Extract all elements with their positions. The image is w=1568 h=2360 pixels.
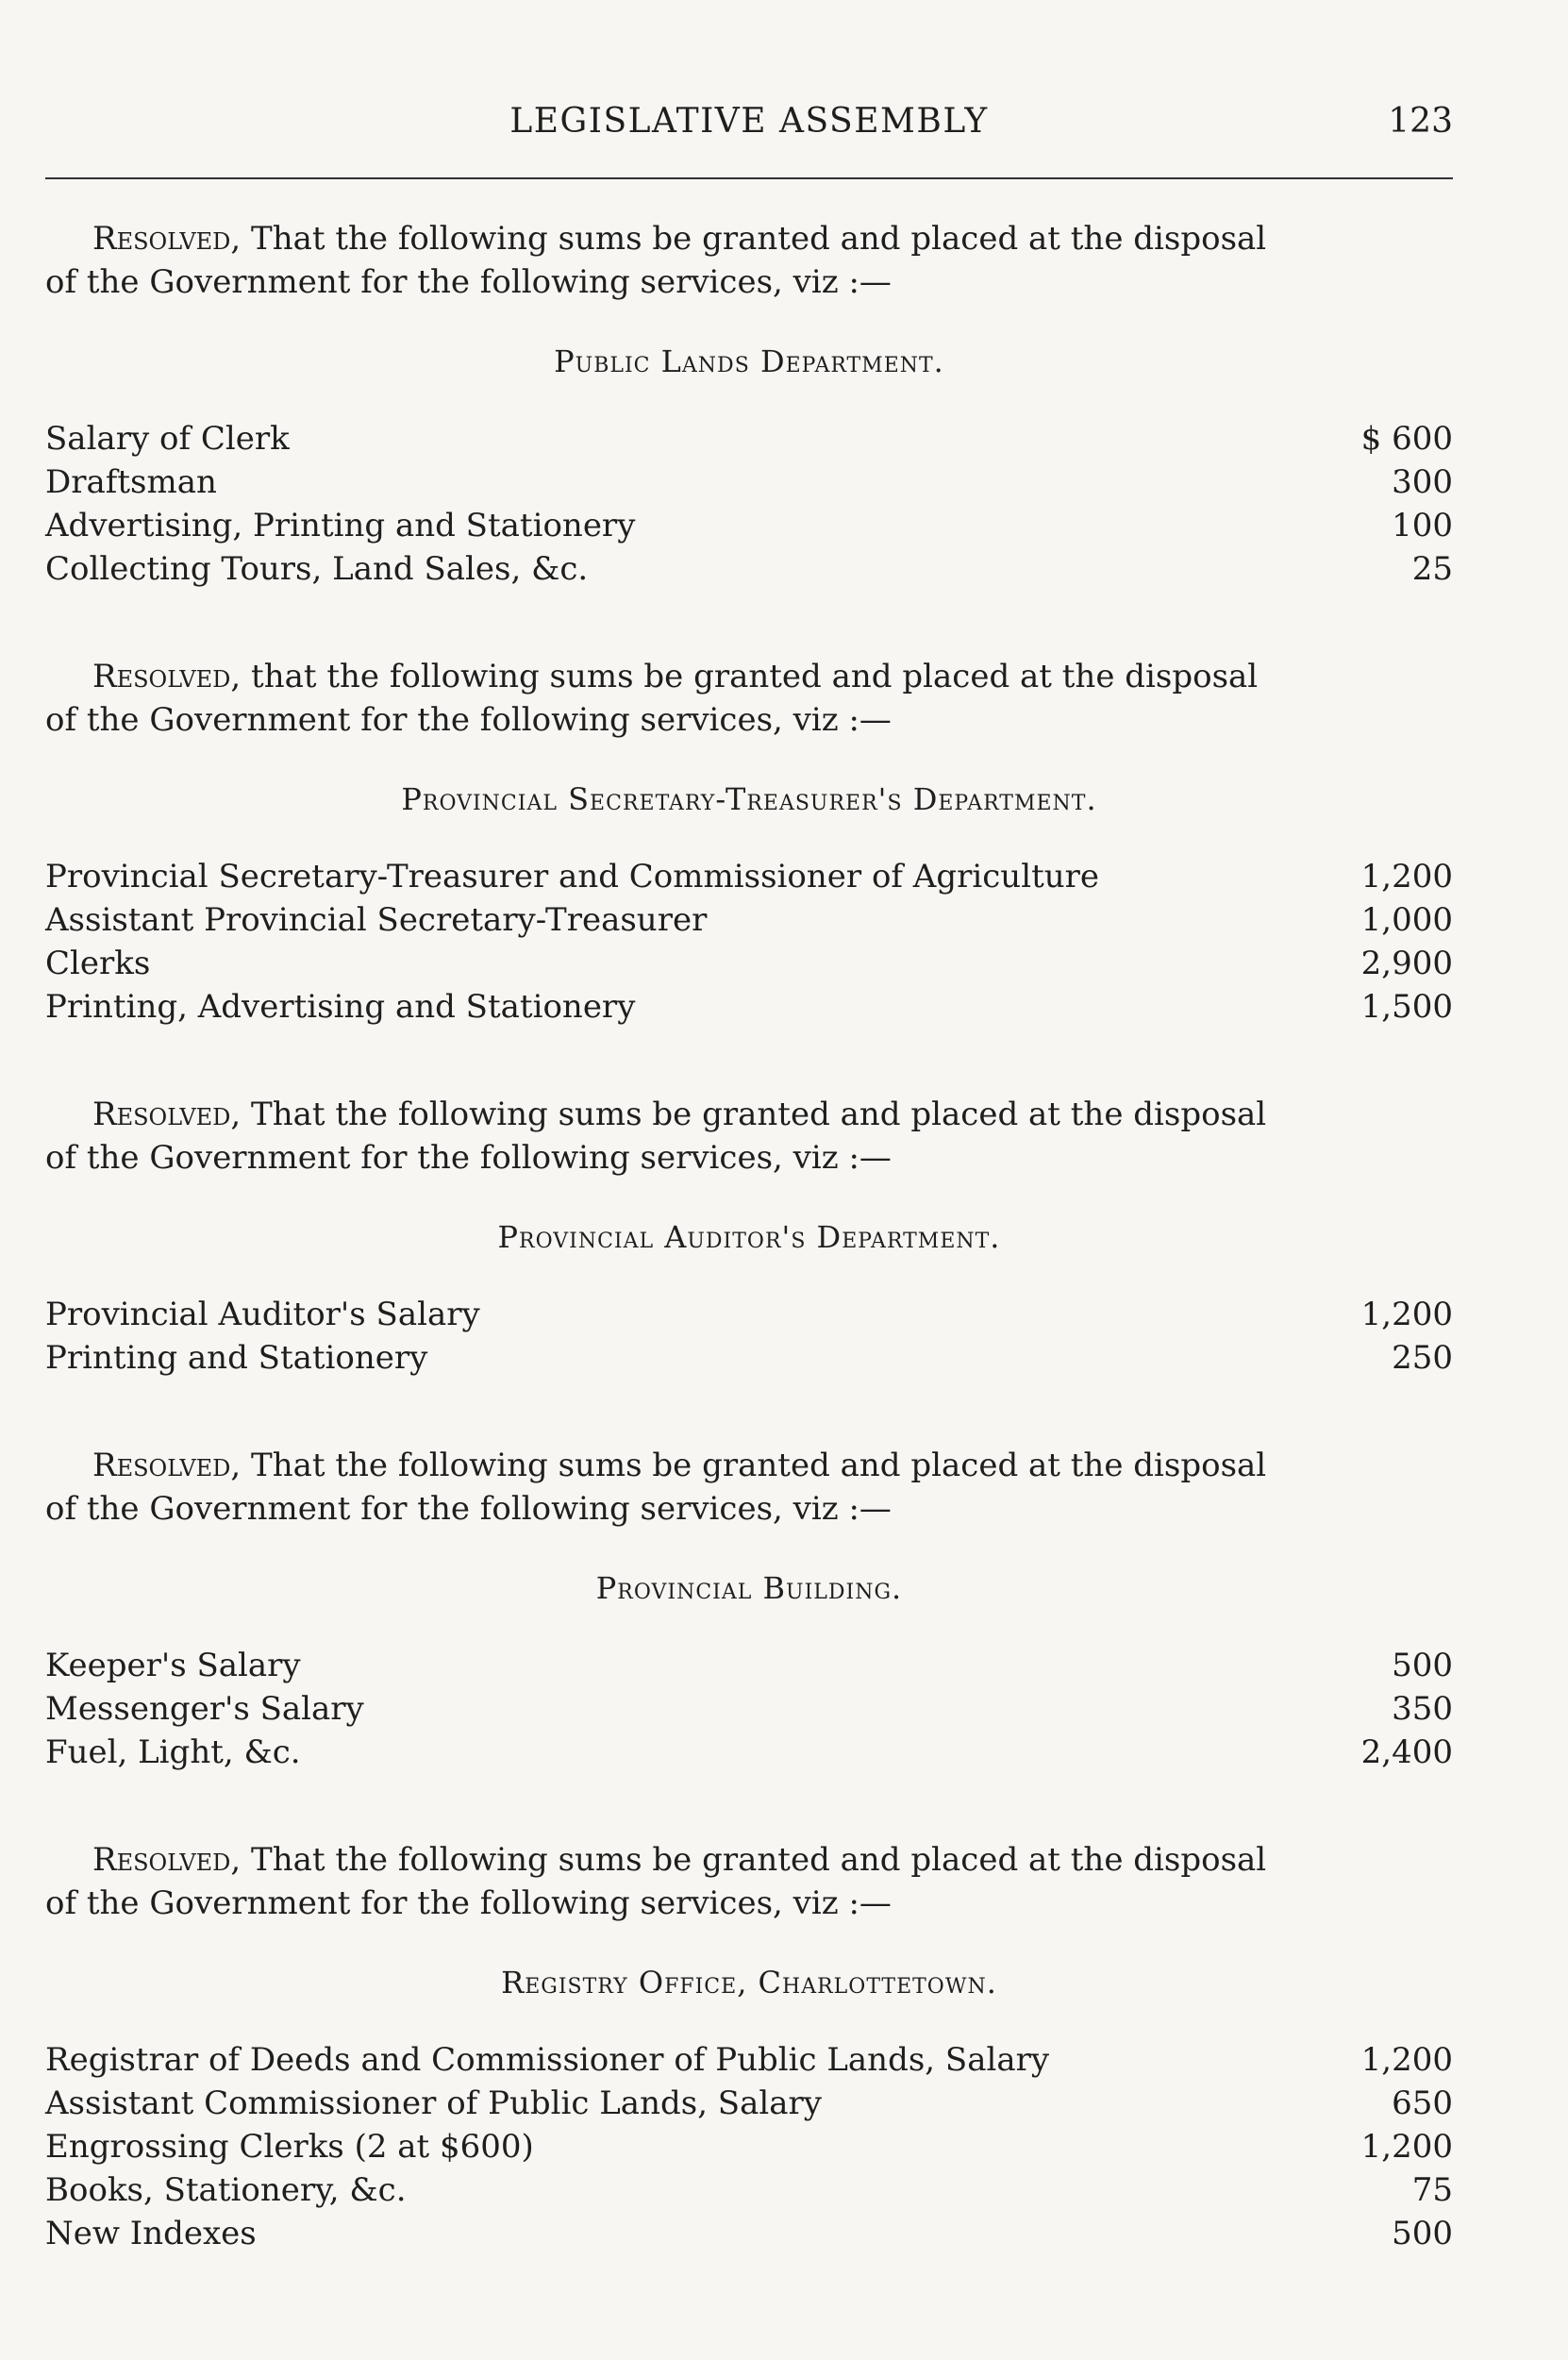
- section-gap: [45, 1793, 1453, 1838]
- appropriation-list: [45, 2038, 1453, 2255]
- resolution-paragraph: [45, 1444, 1267, 1531]
- item-label: Books, Stationery, &c.: [45, 2171, 407, 2209]
- item-amount: $ 600: [1360, 420, 1453, 458]
- resolved-lead: Resolved,: [92, 1447, 242, 1484]
- item-amount: 500: [1392, 1647, 1453, 1684]
- resolved-lead: Resolved,: [92, 1841, 242, 1879]
- appropriation-item: [45, 1336, 1453, 1380]
- item-label: Keeper's Salary: [45, 1647, 301, 1684]
- appropriation-item: [45, 985, 1453, 1029]
- appropriation-item: [45, 1293, 1453, 1336]
- header-rule: [45, 177, 1453, 179]
- resolution-paragraph: [45, 217, 1267, 304]
- page-number: 123: [1388, 102, 1453, 141]
- appropriation-section: [45, 1398, 1453, 1774]
- item-label: Advertising, Printing and Stationery: [45, 507, 636, 544]
- appropriation-item: [45, 460, 1453, 504]
- item-amount: 500: [1392, 2215, 1453, 2252]
- appropriation-section: [45, 610, 1453, 1029]
- appropriation-section: [45, 1793, 1453, 2255]
- running-title: LEGISLATIVE ASSEMBLY: [509, 102, 989, 141]
- item-amount: 1,200: [1360, 858, 1453, 895]
- item-label: Provincial Secretary-Treasurer and Commissioner of Agriculture: [45, 858, 1100, 895]
- appropriation-item: [45, 2125, 1453, 2168]
- item-amount: 1,200: [1360, 2128, 1453, 2166]
- item-label: Messenger's Salary: [45, 1690, 364, 1728]
- item-label: Salary of Clerk: [45, 420, 290, 458]
- item-label: Registrar of Deeds and Commissioner of Public Lands, Salary: [45, 2041, 1050, 2079]
- item-amount: 2,400: [1360, 1733, 1453, 1771]
- appropriation-item: [45, 2212, 1453, 2255]
- appropriation-item: [45, 1687, 1453, 1731]
- appropriation-item: [45, 547, 1453, 591]
- section-gap: [45, 610, 1453, 655]
- resolution-paragraph: [45, 1093, 1267, 1180]
- item-label: Clerks: [45, 945, 151, 982]
- department-heading: Provincial Auditor's Department.: [497, 1219, 1001, 1255]
- appropriation-item: [45, 2038, 1453, 2082]
- resolution-text: That the following sums be granted and placed at the disposal of the Government for the following services, viz :—: [45, 1447, 1267, 1528]
- resolution-paragraph: [45, 1838, 1267, 1925]
- item-amount: 350: [1392, 1690, 1453, 1728]
- resolved-lead: Resolved,: [92, 658, 242, 695]
- department-heading: Provincial Secretary-Treasurer's Department.: [401, 781, 1097, 817]
- appropriation-item: [45, 855, 1453, 898]
- department-heading: Provincial Building.: [595, 1570, 903, 1606]
- item-label: Fuel, Light, &c.: [45, 1733, 301, 1771]
- appropriation-section: [45, 1047, 1453, 1380]
- appropriation-list: [45, 1644, 1453, 1774]
- appropriation-item: [45, 504, 1453, 547]
- item-amount: 300: [1392, 463, 1453, 501]
- resolution-text: That the following sums be granted and placed at the disposal of the Government for the following services, viz :—: [45, 1841, 1267, 1922]
- document-body: [45, 217, 1453, 2274]
- appropriation-item: [45, 942, 1453, 985]
- appropriation-item: [45, 898, 1453, 942]
- appropriation-list: [45, 1293, 1453, 1380]
- appropriation-item: [45, 1644, 1453, 1687]
- section-gap: [45, 1398, 1453, 1444]
- item-label: New Indexes: [45, 2215, 257, 2252]
- resolution-paragraph: [45, 655, 1267, 742]
- resolution-text: That the following sums be granted and placed at the disposal of the Government for the following services, viz :—: [45, 220, 1267, 301]
- appropriation-list: [45, 417, 1453, 591]
- appropriation-item: [45, 1731, 1453, 1774]
- item-label: Engrossing Clerks (2 at $600): [45, 2128, 534, 2166]
- resolved-lead: Resolved,: [92, 220, 242, 258]
- item-amount: 25: [1411, 550, 1453, 588]
- item-amount: 1,500: [1360, 988, 1453, 1026]
- appropriation-item: [45, 2168, 1453, 2212]
- item-amount: 2,900: [1360, 945, 1453, 982]
- item-amount: 1,000: [1360, 901, 1453, 939]
- department-heading: Public Lands Department.: [554, 343, 944, 379]
- resolution-text: that the following sums be granted and placed at the disposal of the Government for the following services, viz :—: [45, 658, 1259, 739]
- item-amount: 75: [1411, 2171, 1453, 2209]
- item-amount: 1,200: [1360, 2041, 1453, 2079]
- item-amount: 1,200: [1360, 1296, 1453, 1333]
- item-label: Assistant Provincial Secretary-Treasurer: [45, 901, 708, 939]
- item-label: Printing, Advertising and Stationery: [45, 988, 636, 1026]
- item-label: Provincial Auditor's Salary: [45, 1296, 480, 1333]
- page-header: [45, 102, 1453, 159]
- appropriation-list: [45, 855, 1453, 1029]
- item-label: Draftsman: [45, 463, 217, 501]
- appropriation-item: [45, 417, 1453, 460]
- item-amount: 650: [1392, 2084, 1453, 2122]
- appropriation-section: [45, 217, 1453, 591]
- item-amount: 250: [1392, 1339, 1453, 1377]
- appropriation-item: [45, 2082, 1453, 2125]
- department-heading: Registry Office, Charlottetown.: [501, 1965, 997, 2000]
- item-label: Collecting Tours, Land Sales, &c.: [45, 550, 589, 588]
- item-label: Printing and Stationery: [45, 1339, 428, 1377]
- section-gap: [45, 1047, 1453, 1093]
- resolution-text: That the following sums be granted and placed at the disposal of the Government for the following services, viz :—: [45, 1096, 1267, 1177]
- resolved-lead: Resolved,: [92, 1096, 242, 1133]
- item-amount: 100: [1392, 507, 1453, 544]
- item-label: Assistant Commissioner of Public Lands, Salary: [45, 2084, 822, 2122]
